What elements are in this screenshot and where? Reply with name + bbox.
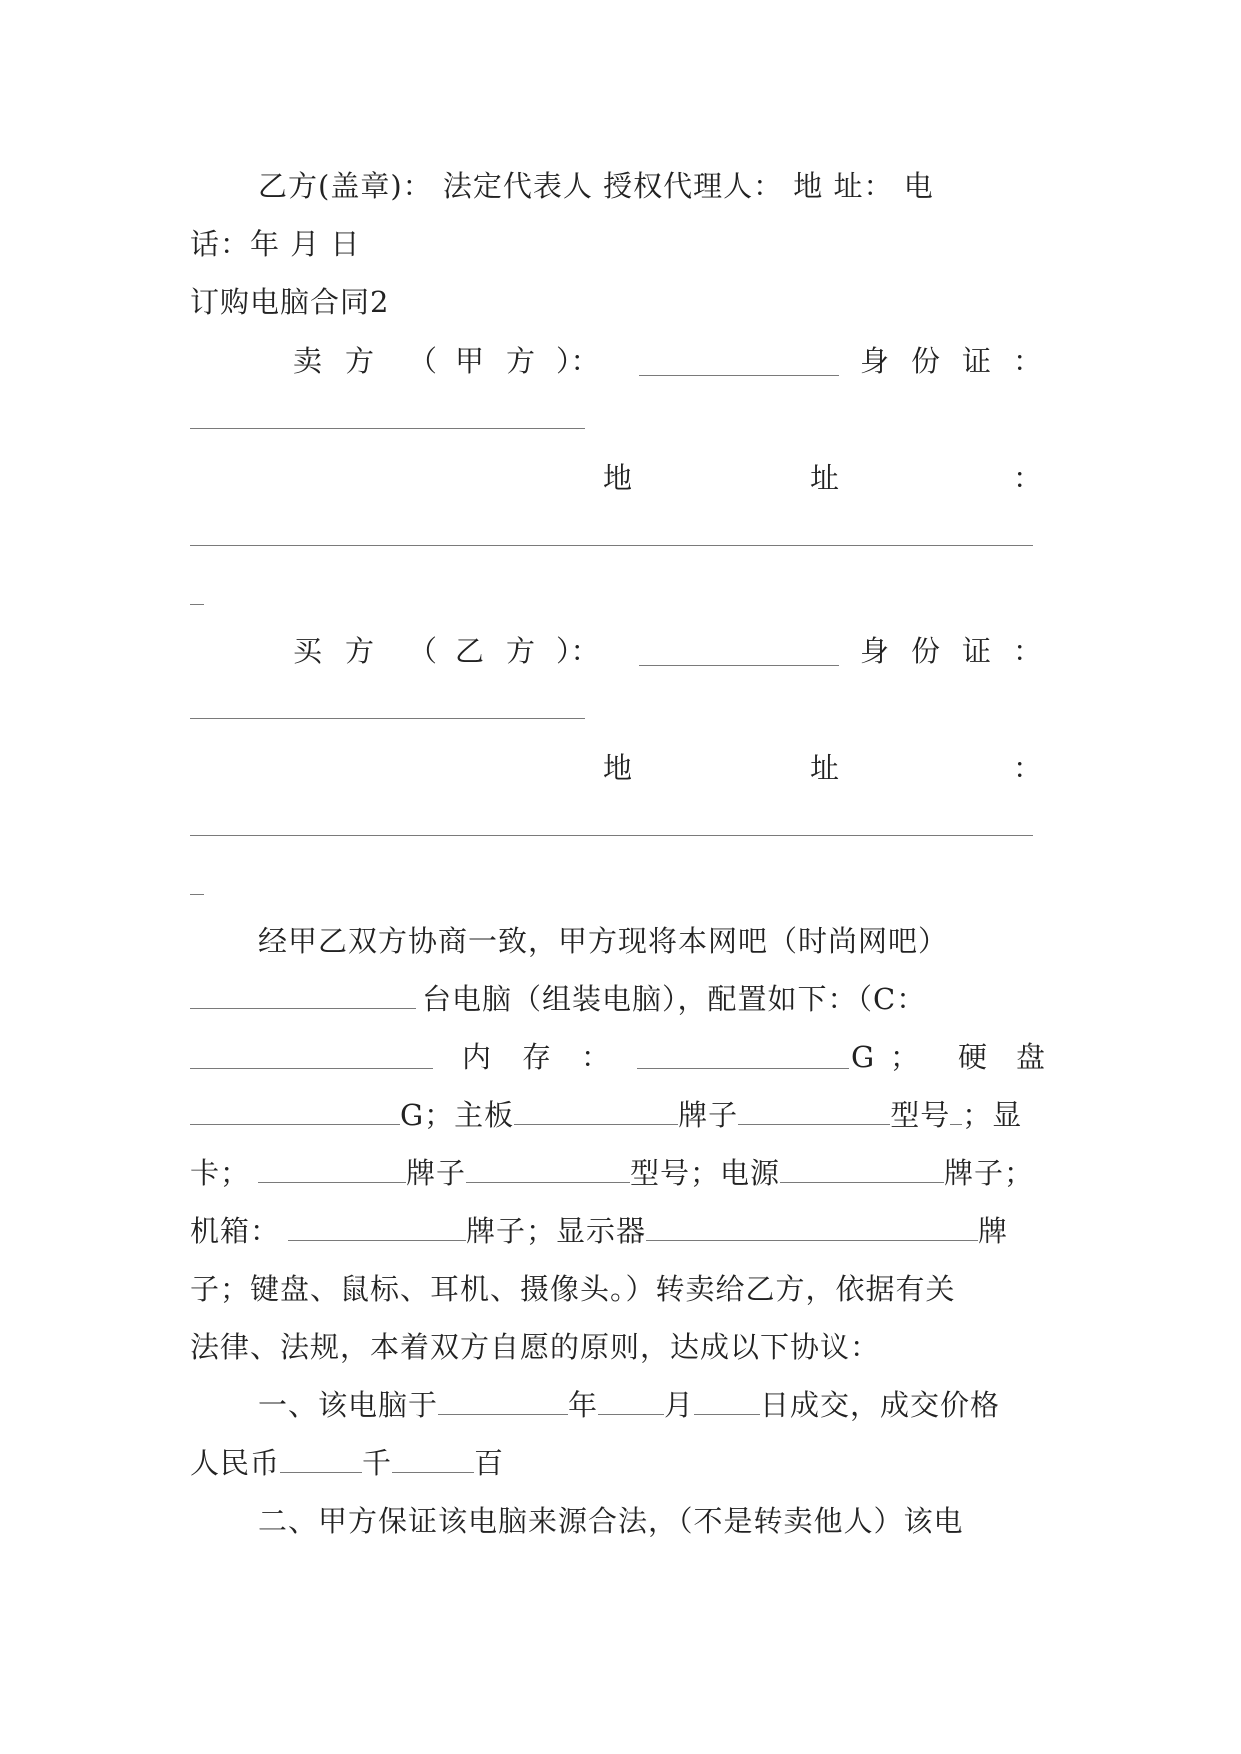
thousand-label: 千: [362, 1446, 393, 1480]
signature-line-1: 乙方(盖章)： 法定代表人 授权代理人： 地 址： 电: [258, 169, 934, 203]
seller-id-char: 证: [962, 344, 992, 378]
cpu-blank: [190, 1068, 433, 1069]
buyer-label-char: 方: [506, 634, 536, 668]
disk-size-blank: [190, 1098, 400, 1125]
seller-label-char: （: [408, 344, 438, 378]
buyer-id-char: ：: [1013, 634, 1043, 668]
monitor-brand-label: 牌: [978, 1214, 1009, 1248]
disk-label-char: 硬: [958, 1040, 988, 1074]
deal-year-blank: [438, 1388, 568, 1415]
mainboard-brand-blank: [738, 1098, 890, 1125]
body-line-6: [190, 1211, 1050, 1251]
buyer-name-blank: [639, 665, 839, 666]
clause-1-text: 一、该电脑于: [258, 1388, 439, 1422]
psu-brand-label: 牌子；: [944, 1156, 1035, 1190]
gpu-model-label: 型号；电源: [630, 1156, 781, 1190]
memory-semicolon: ；: [890, 1040, 920, 1074]
memory-size-blank: [637, 1068, 849, 1069]
buyer-label-char: （: [408, 634, 438, 668]
buyer-address-char: 地: [603, 751, 633, 785]
mainboard-brand-label: 牌子: [678, 1098, 739, 1132]
hundred-label: 百: [474, 1446, 505, 1480]
gpu-label: 卡；: [190, 1156, 251, 1190]
body-line-2-text: 台电脑（组装电脑），配置如下：（C：: [422, 982, 927, 1016]
mainboard-model-blank: [950, 1098, 962, 1125]
seller-address-blank: [190, 545, 1033, 546]
seller-id-char: ：: [1013, 344, 1043, 378]
signature-line-2: 话：年 月 日: [190, 227, 361, 261]
buyer-id-blank: [190, 718, 585, 719]
seller-id-blank: [190, 428, 585, 429]
seller-address-char: 址: [810, 461, 840, 495]
seller-id-char: 份: [911, 344, 941, 378]
seller-label-char: 甲: [455, 344, 485, 378]
case-blank: [288, 1214, 466, 1241]
body-line-8: 法律、法规，本着双方自愿的原则，达成以下协议：: [190, 1330, 881, 1364]
buyer-address-blank-end: [190, 894, 204, 895]
seller-name-blank: [639, 375, 839, 376]
memory-colon: ：: [581, 1040, 611, 1074]
deal-month-blank: [598, 1388, 664, 1415]
body-line-2: [190, 979, 1050, 1019]
memory-label-char: 存: [522, 1040, 552, 1074]
memory-label-char: 内: [462, 1040, 492, 1074]
body-line-1: 经甲乙双方协商一致，甲方现将本网吧（时尚网吧）: [258, 924, 949, 958]
mainboard-model-label: 型号: [890, 1098, 951, 1132]
seller-label-char: ）：: [556, 344, 600, 378]
clause-1-line-2: [190, 1443, 1050, 1483]
seller-address-char: ：: [1013, 461, 1043, 495]
clause-1-end: 日成交，成交价格: [760, 1388, 1001, 1422]
clause-1-line-1: [258, 1385, 1118, 1425]
pc-quantity-blank: [190, 982, 416, 1009]
buyer-address-char: 址: [810, 751, 840, 785]
disk-label-char: 盘: [1016, 1040, 1046, 1074]
case-label: 机箱：: [190, 1214, 281, 1248]
contract-title: 订购电脑合同2: [190, 285, 390, 319]
seller-id-char: 身: [860, 344, 890, 378]
month-label: 月: [664, 1388, 695, 1422]
hundred-blank: [392, 1446, 474, 1473]
buyer-label-char: 方: [345, 634, 375, 668]
buyer-label-char: ）：: [556, 634, 600, 668]
buyer-label-char: 买: [293, 634, 323, 668]
seller-address-blank-end: [190, 604, 204, 605]
gpu-brand-blank: [466, 1156, 630, 1183]
deal-day-blank: [694, 1388, 760, 1415]
year-label: 年: [568, 1388, 599, 1422]
buyer-address-blank: [190, 835, 1033, 836]
buyer-id-char: 份: [911, 634, 941, 668]
seller-label-char: 卖: [293, 344, 323, 378]
seller-label-char: 方: [506, 344, 536, 378]
buyer-id-char: 身: [860, 634, 890, 668]
memory-unit: G: [851, 1040, 875, 1074]
mainboard-blank: [514, 1098, 678, 1125]
case-brand-label: 牌子；显示器: [466, 1214, 647, 1248]
rmb-label: 人民币: [190, 1446, 281, 1480]
clause-2-line-1: 二、甲方保证该电脑来源合法，（不是转卖他人）该电: [258, 1504, 964, 1538]
seller-label-char: 方: [345, 344, 375, 378]
seller-address-char: 地: [603, 461, 633, 495]
body-line-5: [190, 1153, 1050, 1193]
buyer-label-char: 乙: [455, 634, 485, 668]
psu-blank: [780, 1156, 944, 1183]
thousand-blank: [280, 1446, 362, 1473]
body-line-4-end: ；显: [962, 1098, 1023, 1132]
body-line-4: [190, 1095, 1050, 1135]
mainboard-label: G；主板: [400, 1098, 515, 1132]
buyer-address-char: ：: [1013, 751, 1043, 785]
monitor-blank: [646, 1214, 978, 1241]
buyer-id-char: 证: [962, 634, 992, 668]
gpu-brand-label: 牌子: [406, 1156, 467, 1190]
gpu-blank: [258, 1156, 406, 1183]
body-line-7: 子；键盘、鼠标、耳机、摄像头。）转卖给乙方，依据有关: [190, 1272, 956, 1306]
